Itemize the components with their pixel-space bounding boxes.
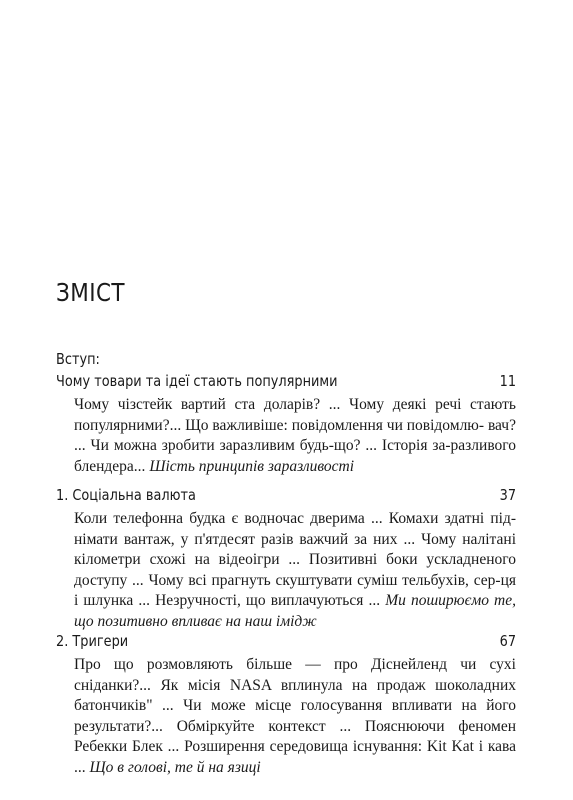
toc-entry-title: 2. Тригери xyxy=(56,632,129,650)
toc-entry-description: Коли телефонна будка є водночас дверима ... Комахи здатні під-німати вантаж, у п'ятдесят разів важчий за них ... Чому налітані кілометри схожі на відеоігри ... Позитивні боки ускладненого доступу ... Чому всі прагнуть скуштувати суміш тельбухів, сер-ця і шлунка ... Незручності, що виплачуються ... Ми поширюємо те, що позитивно впливає на наш імідж xyxy=(74,510,517,630)
toc-entry-title-row xyxy=(56,484,516,506)
toc-entry-intro xyxy=(56,348,516,477)
toc-entry-title-row xyxy=(56,370,516,392)
toc-entry-description: Чому чізстейк вартий ста доларів? ... Чому деякі речі стають популярними?... Що важливіше: повідомлення чи повідомлю- вач? ... Чи можна зробити заразливим будь-що? ... Історія за-разливого блендера... Шість принципів заразливості xyxy=(74,396,516,475)
toc-entry-title-row xyxy=(56,630,516,652)
toc-entry-italic-summary: Ми поширюємо те, що позитивно впливає на наш імідж xyxy=(74,592,517,630)
toc-entry-title: Чому товари та ідеї стають популярними xyxy=(56,372,338,390)
toc-entry-triggers xyxy=(56,630,516,778)
toc-entry-page-number: 67 xyxy=(499,632,516,650)
toc-entry-social-currency xyxy=(56,484,516,632)
toc-entry-title: 1. Соціальна валюта xyxy=(56,486,196,504)
toc-entry-description: Про що розмовляють більше — про Діснейленд чи сухі сніданки?... Як місія NASA вплинула на продаж шоколадних батончиків" ... Чи може місце голосування впливати на його результати?... Обміркуйте контекст ... Пояснюючи феномен Ребекки Блек ... Розширення середовища існування: Kit Kat і кава ... Що в голові, те й на язиці xyxy=(74,656,516,776)
toc-entry-italic-summary: Шість принципів заразливості xyxy=(149,457,355,475)
toc-entry-italic-summary: Що в голові, те й на язиці xyxy=(89,758,261,776)
toc-entry-page-number: 37 xyxy=(499,486,516,504)
table-of-contents-heading: ЗМІСТ xyxy=(56,278,125,307)
toc-entry-page-number: 11 xyxy=(499,372,516,390)
toc-entry-prelabel: Вступ: xyxy=(56,350,100,368)
